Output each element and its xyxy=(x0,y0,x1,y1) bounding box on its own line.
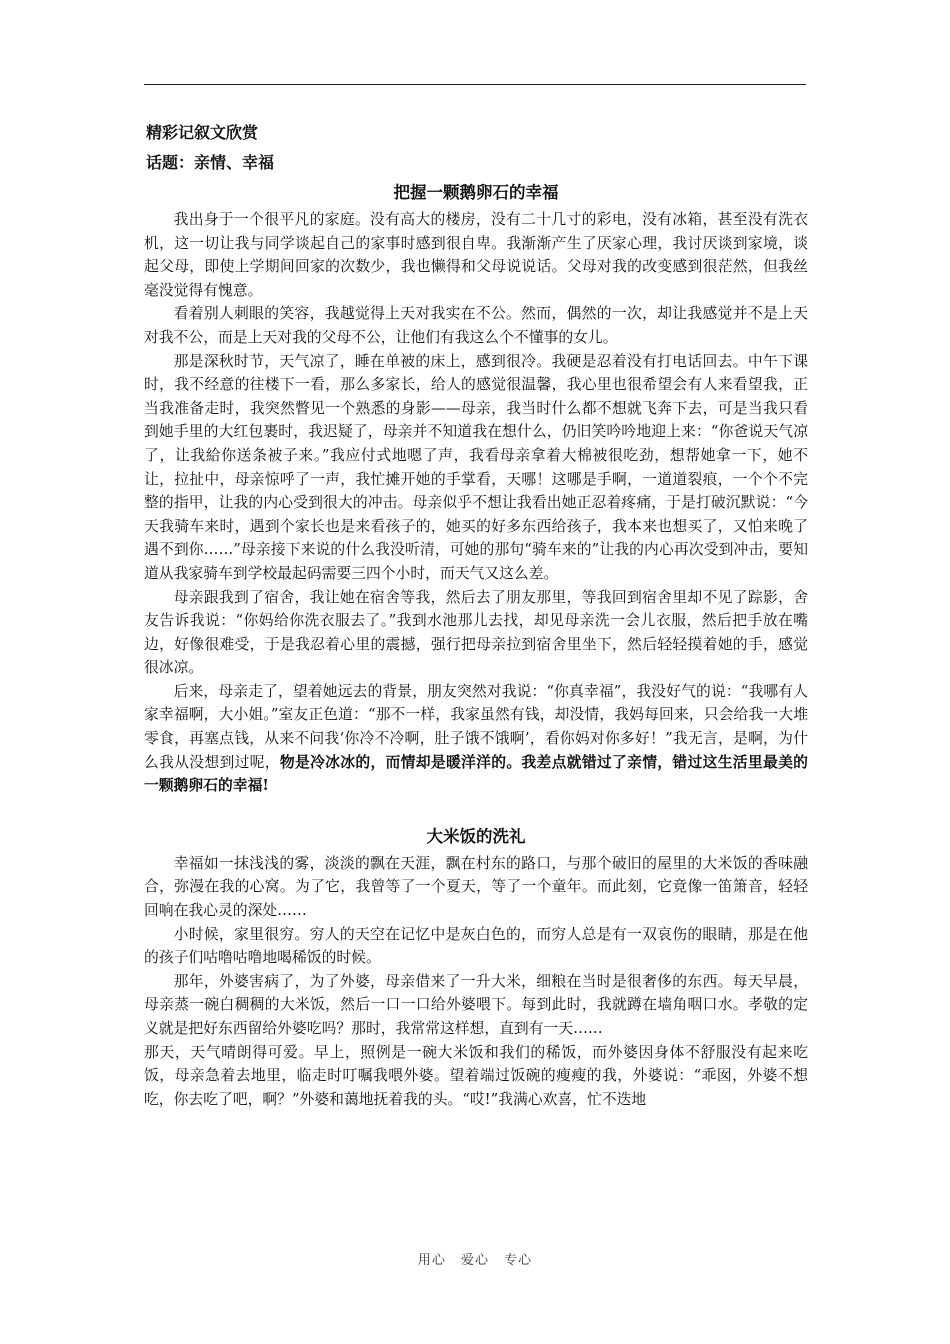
header-rule xyxy=(144,84,806,85)
essay2-paragraph-1: 幸福如一抹浅浅的雾，淡淡的飘在天涯，飘在村东的路口，与那个破旧的屋里的大米饭的香味融合，弥漫在我的心窝。为了它，我曾等了一个夏天，等了一个童年。而此刻，它竟像一笛箫音，轻轻回响在我心灵的深处…… xyxy=(144,854,808,920)
essay1-paragraph-5-text: 后来，母亲走了，望着她远去的背景，朋友突然对我说：“你真幸福”，我没好气的说：“我哪有人家幸福啊，大小姐。”室友正色道：“那不一样，我家虽然有钱，却没情，我妈每回来，只会给我一大堆零食，再塞点钱，从来不问我‘你冷不冷啊，肚子饿不饿啊’，看你妈对你多好！”我无言，是啊，为什么我从没想到过呢， xyxy=(144,682,808,771)
essay2-title: 大米饭的洗礼 xyxy=(426,826,526,846)
document-body xyxy=(144,118,808,1111)
essay1-title: 把握一颗鹅卵石的幸福 xyxy=(393,183,559,202)
essay1-paragraph-3: 那是深秋时节，天气凉了，睡在单被的床上，感到很冷。我硬是忍着没有打电话回去。中午下课时，我不经意的往楼下一看，那么多家长，给人的感觉很温馨，我心里也很希望会有人来看望我，正当我准备走时，我突然瞥见一个熟悉的身影——母亲，我当时什么都不想就飞奔下去，可是当我只看到她手里的大红包裹时，我迟疑了，母亲并不知道我在想什么，仍旧笑吟吟地迎上来：“你爸说天气凉了，让我給你送条被子来。”我应付式地嗯了声，我看母亲拿着大棉被很吃劲，想帮她拿一下，她不让，拉扯中，母亲惊呼了一声，我忙摊开她的手掌看，天哪！这哪是手啊，一道道裂痕，一个个不完整的指甲，让我的内心受到很大的冲击。母亲似乎不想让我看出她正忍着疼痛，于是打破沉默说：“今天我骑车来时，遇到个家长也是来看孩子的，她买的好多东西给孩子，我本来也想买了，又怕来晚了遇不到你……”母亲接下来说的什么我没听清，可她的那句“骑车来的”让我的内心再次受到冲击，要知道从我家骑车到学校最起码需要三四个小时，而天气又这么差。 xyxy=(144,352,808,582)
essay2-paragraph-3: 那年，外婆害病了，为了外婆，母亲借来了一升大米，细粮在当时是很奢侈的东西。每天早晨，母亲蒸一碗白稠稠的大米饭，然后一口一口给外婆喂下。每到此时，我就蹲在墙角咽口水。孝敬的定义就是把好东西留给外婆吃吗？那时，我常常这样想，直到有一天…… xyxy=(144,972,808,1037)
topic-heading: 话题：亲情、幸福 xyxy=(146,153,275,172)
essay2-paragraph-2: 小时候，家里很穷。穷人的天空在记忆中是灰白色的，而穷人总是有一双哀伤的眼睛，那是在他的孩子们咕噜咕噜地喝稀饭的时候。 xyxy=(144,925,808,967)
section-heading: 精彩记叙文欣赏 xyxy=(146,123,259,142)
essay1-paragraph-5 xyxy=(144,680,808,798)
essay1-paragraph-2: 看着别人刺眼的笑容，我越觉得上天对我实在不公。然而，偶然的一次，却让我感觉并不是上天对我不公，而是上天对我的父母不公，让他们有我这么个不懂事的女儿。 xyxy=(144,305,808,346)
essay2-paragraph-4: 那天，天气晴朗得可爱。早上，照例是一碗大米饭和我们的稀饭，而外婆因身体不舒服没有起来吃饭，母亲急着去地里，临走时叮嘱我喂外婆。望着端过饭碗的瘦瘦的我，外婆说：“乖囡，外婆不想吃，你去吃了吧，啊？”外婆和蔼地抚着我的头。“哎!”我满心欢喜，忙不迭地 xyxy=(144,1043,808,1108)
essay1-paragraph-1: 我出身于一个很平凡的家庭。没有高大的楼房，没有二十几寸的彩电，没有冰箱，甚至没有洗衣机，这一切让我与同学谈起自己的家事时感到很自卑。我渐渐产生了厌家心理，我讨厌谈到家境，谈起父母，即使上学期间回家的次数少，我也懒得和父母说说话。父母对我的改变感到很茫然，但我丝毫没觉得有愧意。 xyxy=(144,211,808,299)
essay1-closing-bold-text: 物是冷冰冰的，而情却是暖洋洋的。我差点就错过了亲情，错过这生活里最美的一颗鹅卵石的幸福! xyxy=(144,753,808,795)
page-footer: 用心 爱心 专心 xyxy=(417,1253,533,1268)
essay1-paragraph-4: 母亲跟我到了宿舍，我让她在宿舍等我，然后去了朋友那里，等我回到宿舍里却不见了踪影，舍友告诉我说：“你妈给你洗衣服去了。”我到水池那儿去找，却见母亲洗一会儿衣服，然后把手放在嘴边，好像很难受，于是我忍着心里的震撼，强行把母亲拉到宿舍里坐下，然后轻轻摸着她的手，感觉很冰凉。 xyxy=(144,588,808,677)
